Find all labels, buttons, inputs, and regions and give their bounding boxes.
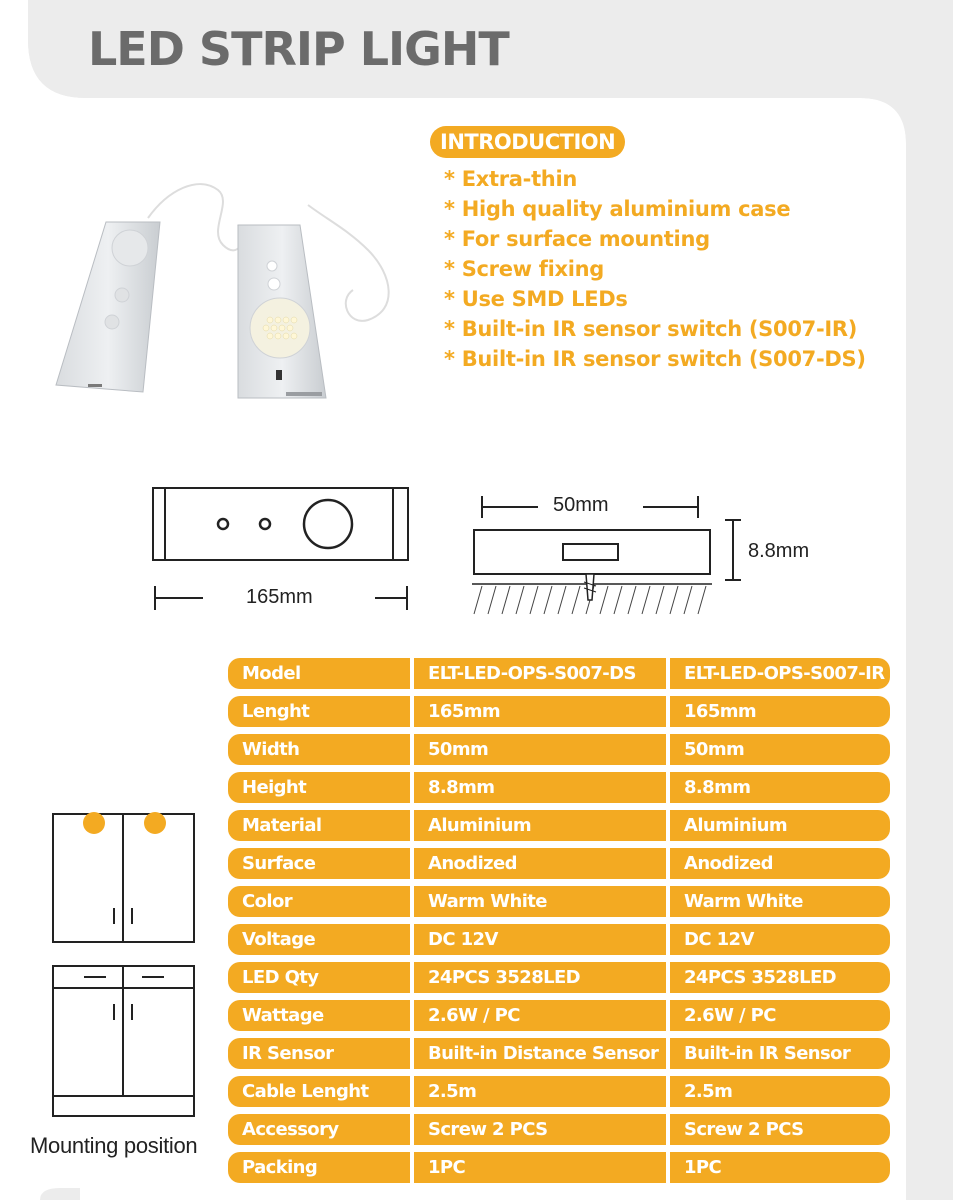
spec-value-ds: 165mm <box>414 696 666 727</box>
spec-value-ir: Anodized <box>670 848 890 879</box>
spec-table <box>228 658 890 1182</box>
spec-label: Model <box>228 658 410 689</box>
spec-label: Material <box>228 810 410 841</box>
product-photo <box>48 170 408 410</box>
table-row <box>228 1038 890 1069</box>
spec-label: Packing <box>228 1152 410 1183</box>
spec-value-ds: Screw 2 PCS <box>414 1114 666 1145</box>
spec-value-ds: 1PC <box>414 1152 666 1183</box>
feature-item: * Built-in IR sensor switch (S007-DS) <box>444 347 866 371</box>
introduction-heading: INTRODUCTION <box>430 126 625 158</box>
feature-item: * High quality aluminium case <box>444 197 791 221</box>
spec-value-ds: Warm White <box>414 886 666 917</box>
spec-value-ds: 8.8mm <box>414 772 666 803</box>
table-row <box>228 1152 890 1183</box>
spec-value-ds: 50mm <box>414 734 666 765</box>
table-row <box>228 734 890 765</box>
spec-value-ir: ELT-LED-OPS-S007-IR <box>670 658 890 689</box>
spec-value-ds: 2.5m <box>414 1076 666 1107</box>
mounting-position-label: Mounting position <box>30 1133 198 1158</box>
spec-value-ir: DC 12V <box>670 924 890 955</box>
spec-value-ir: 50mm <box>670 734 890 765</box>
table-row <box>228 658 890 689</box>
spec-value-ir: 2.6W / PC <box>670 1000 890 1031</box>
width-dimension: 50mm <box>553 494 609 516</box>
spec-label: Accessory <box>228 1114 410 1145</box>
table-row <box>228 696 890 727</box>
spec-value-ir: 2.5m <box>670 1076 890 1107</box>
feature-item: * Built-in IR sensor switch (S007-IR) <box>444 317 858 341</box>
table-row <box>228 1114 890 1145</box>
spec-label: Voltage <box>228 924 410 955</box>
feature-item: * Screw fixing <box>444 257 605 281</box>
table-row <box>228 886 890 917</box>
mounting-position-diagram <box>50 808 200 1123</box>
feature-item: * Use SMD LEDs <box>444 287 628 311</box>
spec-value-ir: 24PCS 3528LED <box>670 962 890 993</box>
table-row <box>228 810 890 841</box>
spec-label: Color <box>228 886 410 917</box>
feature-item: * Extra-thin <box>444 167 578 191</box>
spec-label: LED Qty <box>228 962 410 993</box>
table-row <box>228 962 890 993</box>
spec-label: Lenght <box>228 696 410 727</box>
spec-value-ir: Aluminium <box>670 810 890 841</box>
spec-label: Cable Lenght <box>228 1076 410 1107</box>
spec-value-ir: Built-in IR Sensor <box>670 1038 890 1069</box>
table-row <box>228 1000 890 1031</box>
page-title: LED STRIP LIGHT <box>88 22 509 76</box>
feature-list <box>444 164 866 374</box>
length-dimension: 165mm <box>246 586 313 608</box>
spec-label: Height <box>228 772 410 803</box>
spec-value-ir: 1PC <box>670 1152 890 1183</box>
spec-value-ds: ELT-LED-OPS-S007-DS <box>414 658 666 689</box>
spec-label: Surface <box>228 848 410 879</box>
spec-value-ds: 2.6W / PC <box>414 1000 666 1031</box>
spec-value-ds: DC 12V <box>414 924 666 955</box>
spec-value-ir: Screw 2 PCS <box>670 1114 890 1145</box>
spec-value-ir: 8.8mm <box>670 772 890 803</box>
spec-label: IR Sensor <box>228 1038 410 1069</box>
feature-item: * For surface mounting <box>444 227 710 251</box>
spec-label: Wattage <box>228 1000 410 1031</box>
spec-value-ds: Aluminium <box>414 810 666 841</box>
spec-label: Width <box>228 734 410 765</box>
spec-value-ds: Built-in Distance Sensor <box>414 1038 666 1069</box>
spec-value-ds: 24PCS 3528LED <box>414 962 666 993</box>
table-row <box>228 848 890 879</box>
height-dimension: 8.8mm <box>748 540 810 562</box>
spec-value-ds: Anodized <box>414 848 666 879</box>
table-row <box>228 772 890 803</box>
table-row <box>228 1076 890 1107</box>
spec-value-ir: 165mm <box>670 696 890 727</box>
table-row <box>228 924 890 955</box>
spec-value-ir: Warm White <box>670 886 890 917</box>
